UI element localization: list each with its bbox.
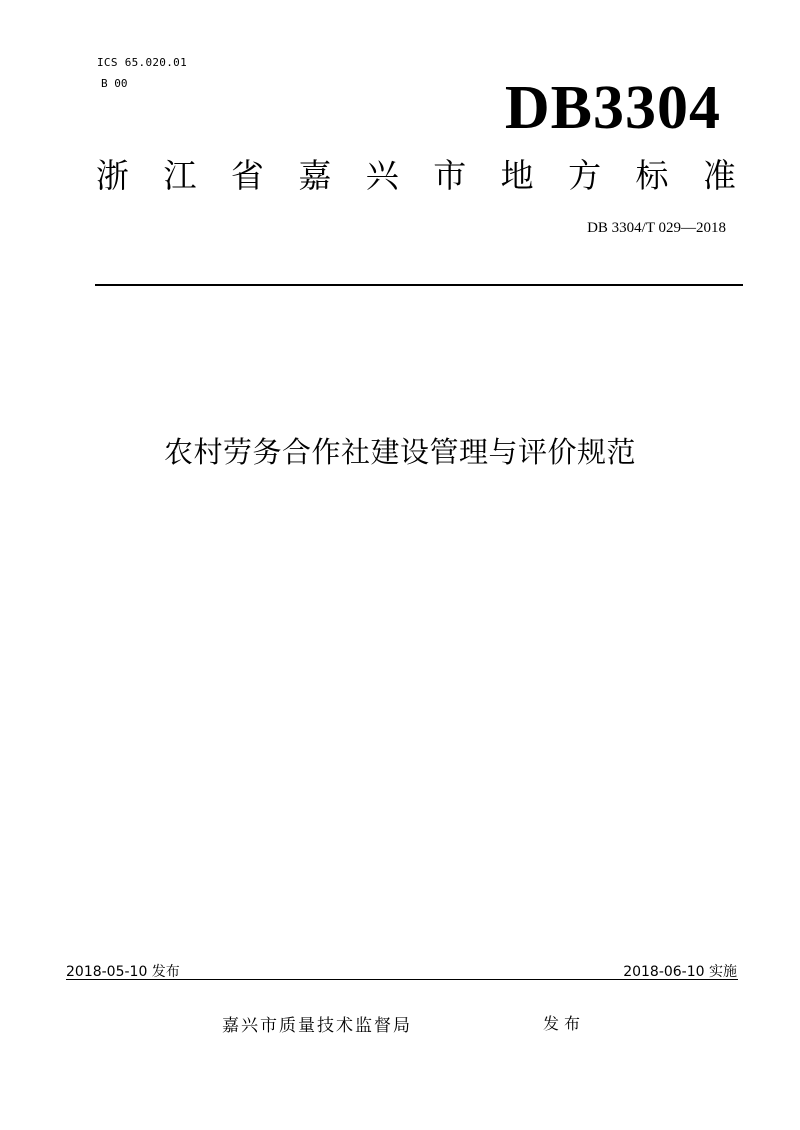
standard-type-char: 方 [568,156,602,195]
issuing-authority: 嘉兴市质量技术监督局 [222,1016,412,1036]
standard-type-char: 标 [635,156,669,195]
issue-label: 发布 [543,1014,586,1033]
issue-date: 2018-05-10 发布 [66,964,180,980]
standard-type-char: 省 [230,156,264,195]
footer-divider [66,979,738,980]
standard-code-logo: DB3304 [504,74,721,142]
standard-type-char: 准 [702,156,736,195]
standard-type-char: 浙 [96,156,129,195]
standard-type-char: 嘉 [298,156,332,195]
header-divider [95,284,743,286]
standard-number: DB 3304/T 029—2018 [587,220,726,236]
standard-type-heading [96,154,736,198]
document-title: 农村劳务合作社建设管理与评价规范 [163,435,636,469]
standard-type-char: 兴 [365,156,399,195]
ics-code: ICS 65.020.01 [97,56,187,69]
standard-type-char: 市 [433,156,467,195]
standard-type-char: 地 [500,156,534,195]
standard-type-char: 江 [163,156,197,195]
implementation-date: 2018-06-10 实施 [623,964,737,980]
ccs-code: B 00 [101,77,128,90]
